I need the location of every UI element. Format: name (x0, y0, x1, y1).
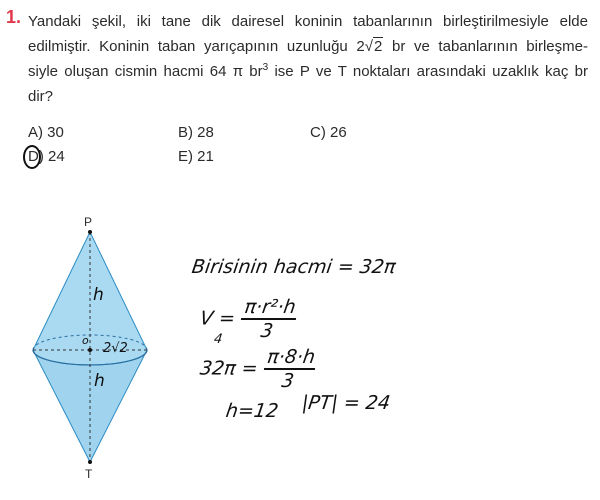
height-label-bottom: h (94, 371, 105, 391)
volume-denominator: 3 (259, 320, 275, 342)
square-root: √2 (364, 38, 383, 55)
question-line-4: dir? (28, 88, 54, 105)
equation-lhs: 32π = (198, 357, 260, 380)
cube-exponent: 3 (262, 62, 269, 73)
square-root-radicand: 2 (373, 38, 383, 55)
question-line-3-start: siyle oluşan cismin hacmi 64 π br (28, 63, 263, 80)
choice-a[interactable]: A) 30 (28, 124, 64, 141)
question-line-1: Yandaki şekil, iki tane dik dairesel koninin tabanlarının birleştirilmesiyle elde (28, 13, 588, 30)
radius-label: 2√2 (103, 341, 128, 356)
choice-c[interactable]: C) 26 (310, 124, 347, 141)
point-t-dot (88, 460, 92, 464)
center-point (88, 348, 92, 352)
handwritten-superscript: 4 (212, 332, 224, 347)
handwritten-line-2 (197, 296, 299, 342)
volume-numerator: π·r²·h (241, 296, 299, 320)
center-label: o (82, 334, 89, 347)
choice-e[interactable]: E) 21 (178, 148, 214, 165)
question-line-2-start: edilmiştir. Koninin taban yarıçapının uzunluğu 2 (28, 38, 365, 55)
handwritten-line-3 (197, 346, 319, 392)
question-line-2-end: br ve tabanlarının birleşme- (383, 38, 588, 55)
equation-fraction (260, 346, 318, 392)
height-label-top: h (93, 285, 104, 305)
choice-d-label: D) 24 (28, 148, 65, 165)
volume-fraction (238, 296, 299, 342)
equation-denominator: 3 (280, 370, 296, 392)
point-p-dot (88, 230, 92, 234)
question-line-3-end: ise P ve T noktaları arasındaki uzaklık kaç br (268, 63, 588, 80)
point-t-label: T (85, 467, 93, 481)
question-number: 1. (6, 7, 22, 27)
handwritten-line-1: Birisinin hacmi = 32π (190, 256, 398, 278)
handwritten-result-h: h=12 (224, 400, 280, 422)
formula-lhs: V = (198, 307, 237, 330)
choice-b[interactable]: B) 28 (178, 124, 214, 141)
equation-numerator: π·8·h (263, 346, 318, 370)
handwritten-result-pt: |PT| = 24 (300, 392, 392, 414)
point-p-label: P (84, 215, 93, 229)
